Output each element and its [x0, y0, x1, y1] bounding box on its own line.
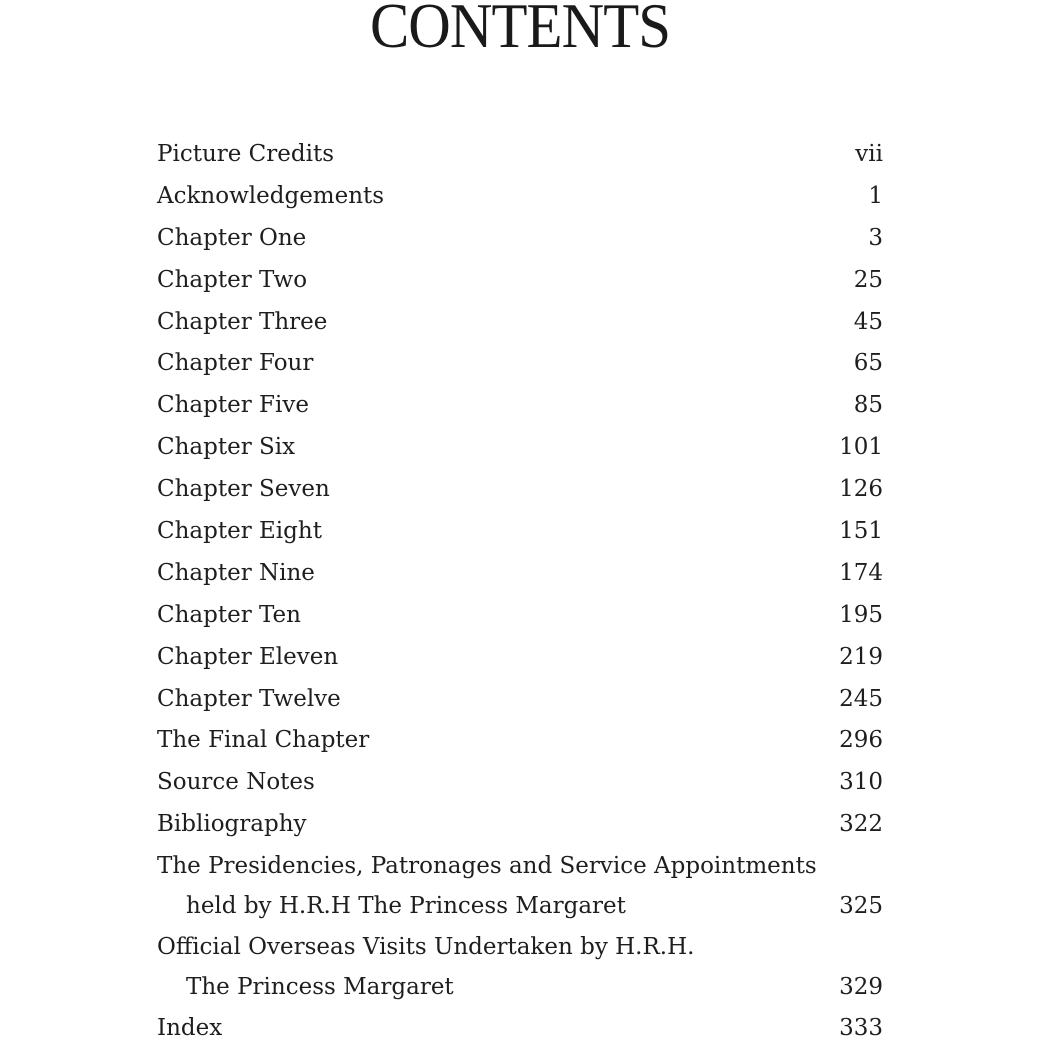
toc-entry-label-continued: The Princess Margaret — [186, 974, 454, 1001]
toc-entry-label-continued: held by H.R.H The Princess Margaret — [186, 893, 626, 920]
page-title: CONTENTS — [369, 0, 671, 61]
toc-entry-label: Chapter Nine — [157, 559, 315, 586]
toc-entry — [157, 553, 883, 595]
toc-entry-page: 45 — [853, 308, 883, 335]
toc-entry — [157, 218, 883, 260]
toc-entry — [157, 1008, 883, 1050]
toc-entry-label: Acknowledgements — [157, 182, 385, 209]
toc-entry-page: 325 — [839, 893, 883, 920]
toc-entry — [157, 804, 883, 846]
toc-entry — [157, 302, 883, 344]
toc-entry-label: Index — [157, 1015, 223, 1042]
toc-entry — [157, 343, 883, 385]
toc-entry-label: Chapter Four — [157, 350, 314, 377]
toc-entry — [157, 511, 883, 553]
toc-entry-label: Bibliography — [157, 811, 307, 838]
toc-entry-page: 1 — [868, 182, 883, 209]
toc-entry — [157, 595, 883, 637]
toc-entry — [157, 134, 883, 176]
toc-entry-page: 65 — [853, 350, 883, 377]
toc-entry-label: Official Overseas Visits Undertaken by H.R.H. — [157, 934, 695, 961]
toc-entry-page: 174 — [839, 559, 883, 586]
toc-entry-page: 219 — [839, 643, 883, 670]
toc-entry-label: Chapter Three — [157, 308, 328, 335]
toc-entry-page: 322 — [839, 811, 883, 838]
toc-entry-label: The Presidencies, Patronages and Service Appointments — [157, 853, 817, 880]
toc-entry — [157, 637, 883, 679]
toc-entry-page: 195 — [839, 601, 883, 628]
toc-entry-label: The Final Chapter — [157, 727, 370, 754]
toc-entry-page: 245 — [839, 685, 883, 712]
toc-entry-label: Chapter Five — [157, 392, 309, 419]
toc-entry-page: 329 — [839, 974, 883, 1001]
toc-entry-page: 101 — [839, 434, 883, 461]
toc-entry-page: 333 — [839, 1015, 883, 1042]
table-of-contents — [157, 134, 883, 1050]
toc-entry — [157, 927, 883, 1008]
toc-entry — [157, 176, 883, 218]
toc-entry — [157, 679, 883, 721]
toc-entry-label: Chapter Six — [157, 434, 296, 461]
toc-entry-label: Chapter Eleven — [157, 643, 339, 670]
toc-entry-label: Chapter Seven — [157, 476, 330, 503]
toc-entry-label: Source Notes — [157, 769, 315, 796]
toc-entry-label: Chapter Eight — [157, 518, 322, 545]
toc-entry — [157, 260, 883, 302]
toc-entry-page: 3 — [868, 224, 883, 251]
toc-entry-page: 310 — [839, 769, 883, 796]
toc-entry — [157, 762, 883, 804]
toc-entry-page: 151 — [839, 518, 883, 545]
toc-entry-page: vii — [855, 141, 883, 167]
toc-entry-label: Chapter Two — [157, 266, 308, 293]
toc-entry-page: 25 — [853, 266, 883, 293]
toc-entry-page: 85 — [853, 392, 883, 419]
toc-entry-page: 296 — [839, 727, 883, 754]
toc-entry — [157, 720, 883, 762]
toc-entry — [157, 385, 883, 427]
toc-entry — [157, 846, 883, 927]
toc-entry-label: Chapter Twelve — [157, 685, 341, 712]
toc-entry — [157, 427, 883, 469]
toc-entry-label: Picture Credits — [157, 141, 335, 167]
toc-entry-label: Chapter Ten — [157, 601, 301, 628]
toc-entry-page: 126 — [839, 476, 883, 503]
toc-entry-label: Chapter One — [157, 224, 307, 251]
toc-entry — [157, 469, 883, 511]
